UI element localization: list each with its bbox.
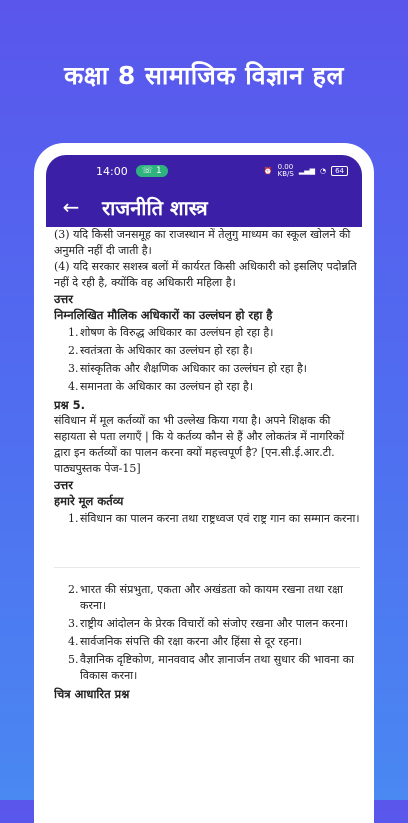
- section-heading: चित्र आधारित प्रश्न: [54, 687, 130, 701]
- paragraph-3: (3) यदि किसी जनसमूह का राजस्थान में तेलुगु माध्यम का स्कूल खोलने की अनुमति नहीं दी जाती है।: [54, 228, 351, 257]
- promo-title: कक्षा 8 सामाजिक विज्ञान हल: [64, 61, 344, 90]
- call-icon: ☏: [141, 166, 153, 176]
- signal-icon: ▂▄▆: [298, 167, 315, 175]
- call-count: 1: [155, 166, 162, 176]
- list-item: 2. भारत की संप्रभुता, एकता और अखंडता को कायम रखना तथा रक्षा करना।: [68, 583, 343, 612]
- list-item: 2. स्वतंत्रता के अधिकार का उल्लंघन हो रहा है।: [68, 344, 253, 357]
- list-item: 5. वैज्ञानिक दृष्टिकोण, मानववाद और ज्ञानार्जन तथा सुधार की भावना का विकास करना।: [68, 653, 355, 682]
- answer-heading: निम्नलिखित मौलिक अधिकारों का उल्लंघन हो रहा है: [54, 308, 273, 322]
- content-area[interactable]: [54, 227, 360, 823]
- answer-label: उत्तर: [54, 292, 73, 306]
- back-arrow-icon[interactable]: ←: [62, 195, 80, 219]
- status-icons: [264, 164, 348, 178]
- app-bar: [46, 187, 362, 227]
- page-title: राजनीति शास्त्र: [102, 195, 208, 220]
- question-text: संविधान में मूल कर्तव्यों का भी उल्लेख किया गया है। अपने शिक्षक की सहायता से पता लगाएँ | कि ये कर्तव्य कौन से हैं और लोकतंत्र में नागरिकों द्वारा इन कर्तव्यों का पालन करना क्यों महत्त्वपूर्ण है? [एन.सी.ई.आर.टी. पाठ्यपुस्तक पेज-15]: [54, 414, 345, 475]
- alarm-icon: ⏰: [263, 167, 273, 175]
- phone-frame: [34, 143, 374, 823]
- question-label: प्रश्न 5.: [54, 398, 86, 412]
- list-item: 4. समानता के अधिकार का उल्लंघन हो रहा है।: [68, 380, 254, 393]
- section-divider: [54, 529, 360, 568]
- answer-label: उत्तर: [54, 478, 73, 492]
- wifi-icon: ◔: [319, 167, 327, 175]
- paragraph-4: (4) यदि सरकार सशस्त्र बलों में कार्यरत किसी अधिकारी को इसलिए पदोन्नति नहीं दे रही है, क्योंकि वह अधिकारी महिला है।: [54, 260, 357, 289]
- net-speed: 0.00 KB/S: [277, 163, 294, 178]
- answer-heading: हमारे मूल कर्तव्य: [54, 494, 124, 508]
- list-item: 3. राष्ट्रीय आंदोलन के प्रेरक विचारों को संजोए रखना और पालन करना।: [68, 617, 349, 630]
- status-time: 14:00: [96, 164, 128, 178]
- list-item: 4. सार्वजनिक संपत्ति की रक्षा करना और हिंसा से दूर रहना।: [68, 635, 302, 648]
- battery-icon: 64: [331, 166, 348, 176]
- list-item: 1. संविधान का पालन करना तथा राष्ट्रध्वज एवं राष्ट्र गान का सम्मान करना।: [68, 512, 360, 525]
- list-item: 1. शोषण के विरुद्ध अधिकार का उल्लंघन हो रहा है।: [68, 326, 274, 339]
- call-indicator[interactable]: [136, 165, 168, 177]
- list-item: 3. सांस्कृतिक और शैक्षणिक अधिकार का उल्लंघन हो रहा है।: [68, 362, 307, 375]
- status-bar: [46, 155, 362, 187]
